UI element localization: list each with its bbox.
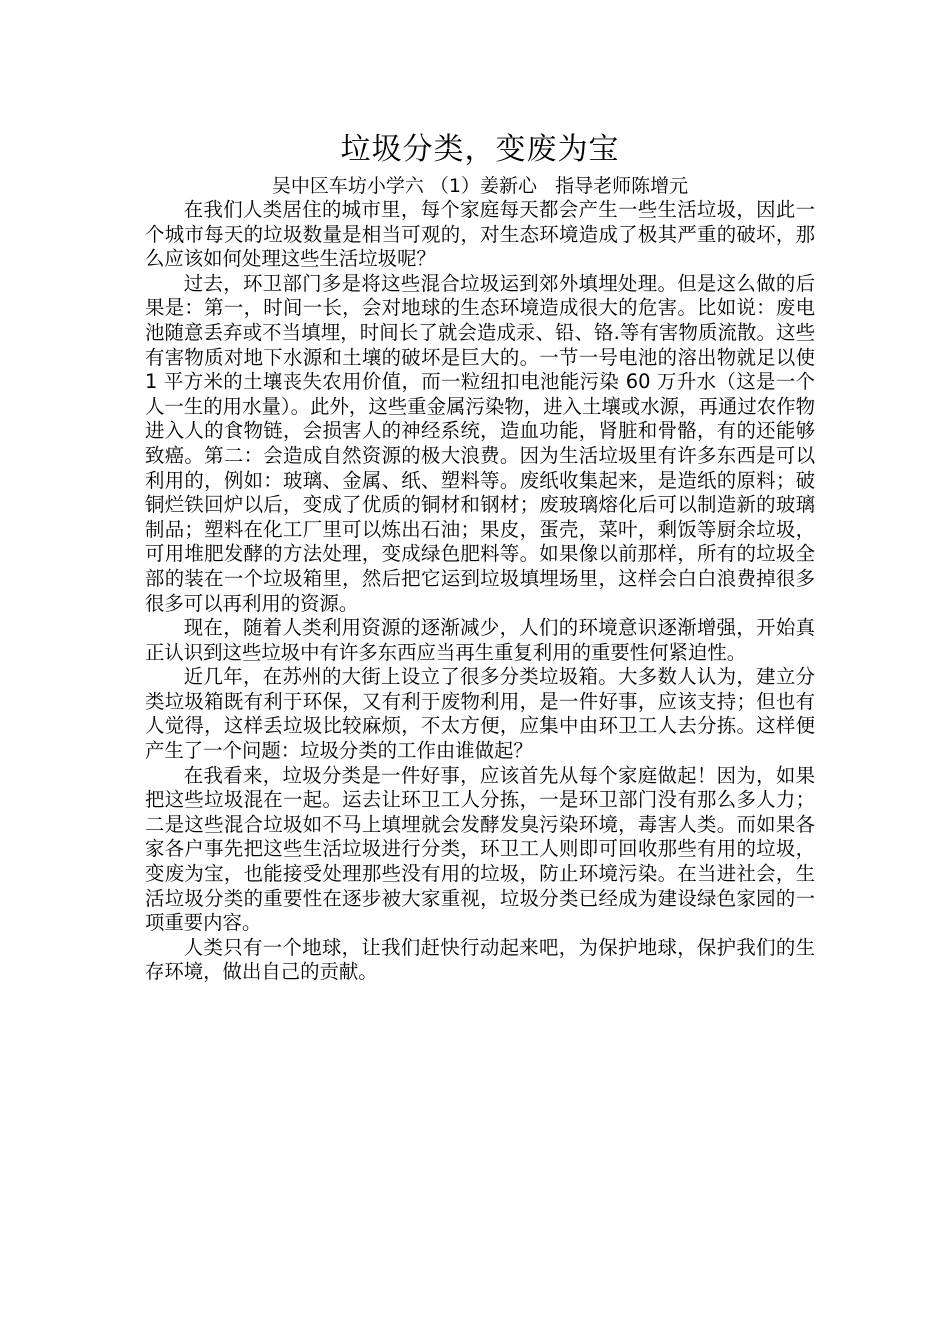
- paragraph-opinion: 在我看来，垃圾分类是一件好事，应该首先从每个家庭做起！因为，如果把这些垃圾混在一起。运去让环卫工人分拣，一是环卫部门没有那么多人力；二是这些混合垃圾如不马上填埋就会发酵发臭污染环境，毒害人类。而如果各家各户事先把这些生活垃圾进行分类，环卫工人则即可回收那些有用的垃圾，变废为宝，也能接受处理那些没有用的垃圾，防止环境污染。在当进社会，生活垃圾分类的重要性在逐步被大家重视，垃圾分类已经成为建设绿色家园的一项重要内容。: [145, 763, 815, 935]
- paragraph-now: 现在，随着人类利用资源的逐渐减少，人们的环境意识逐渐增强，开始真正认识到这些垃圾中有许多东西应当再生重复利用的重要性何紧迫性。: [145, 616, 815, 664]
- paragraph-conclusion: 人类只有一个地球，让我们赶快行动起来吧，为保护地球，保护我们的生存环境，做出自己的贡献。: [145, 935, 815, 984]
- paragraph-recent-years: 近几年，在苏州的大街上设立了很多分类垃圾箱。大多数人认为，建立分类垃圾箱既有利于环保，又有利于废物利用，是一件好事，应该支持；但也有人觉得，这样丢垃圾比较麻烦，不太方便，应集中由环卫工人去分拣。这样便产生了一个问题：垃圾分类的工作由谁做起？: [145, 665, 815, 763]
- paragraph-past: 过去，环卫部门多是将这些混合垃圾运到郊外填埋处理。但是这么做的后果是：第一，时间一长，会对地球的生态环境造成很大的危害。比如说：废电池随意丢弃或不当填埋，时间长了就会造成汞、铅、铬.等有害物质流散。这些有害物质对地下水源和土壤的破坏是巨大的。一节一号电池的溶出物就足以使 1 平方米的土壤丧失农用价值，而一粒纽扣电池能污染 60 万升水（这是一个人一生的用水量）。此外，这些重金属污染物，进入土壤或水源，再通过农作物进入人的食物链，会损害人的神经系统，造血功能，肾脏和骨骼，有的还能够致癌。第二：会造成自然资源的极大浪费。因为生活垃圾里有许多东西是可以利用的，例如：玻璃、金属、纸、塑料等。废纸收集起来，是造纸的原料；破铜烂铁回炉以后，变成了优质的铜材和钢材；废玻璃熔化后可以制造新的玻璃制品；塑料在化工厂里可以炼出石油；果皮，蛋壳，菜叶，剩饭等厨余垃圾，可用堆肥发酵的方法处理，变成绿色肥料等。如果像以前那样，所有的垃圾全部的装在一个垃圾箱里，然后把它运到垃圾填埋场里，这样会白白浪费掉很多很多可以再利用的资源。: [145, 271, 815, 615]
- author-byline: 吴中区车坊小学六 （1）姜新心 指导老师陈增元: [271, 175, 689, 197]
- document-title: 垃圾分类，变废为宝: [340, 132, 620, 167]
- paragraph-intro: 在我们人类居住的城市里，每个家庭每天都会产生一些生活垃圾，因此一个城市每天的垃圾数量是相当可观的，对生态环境造成了极其严重的破坏，那么应该如何处理这些生活垃圾呢？: [145, 198, 815, 271]
- document-page: [145, 130, 815, 985]
